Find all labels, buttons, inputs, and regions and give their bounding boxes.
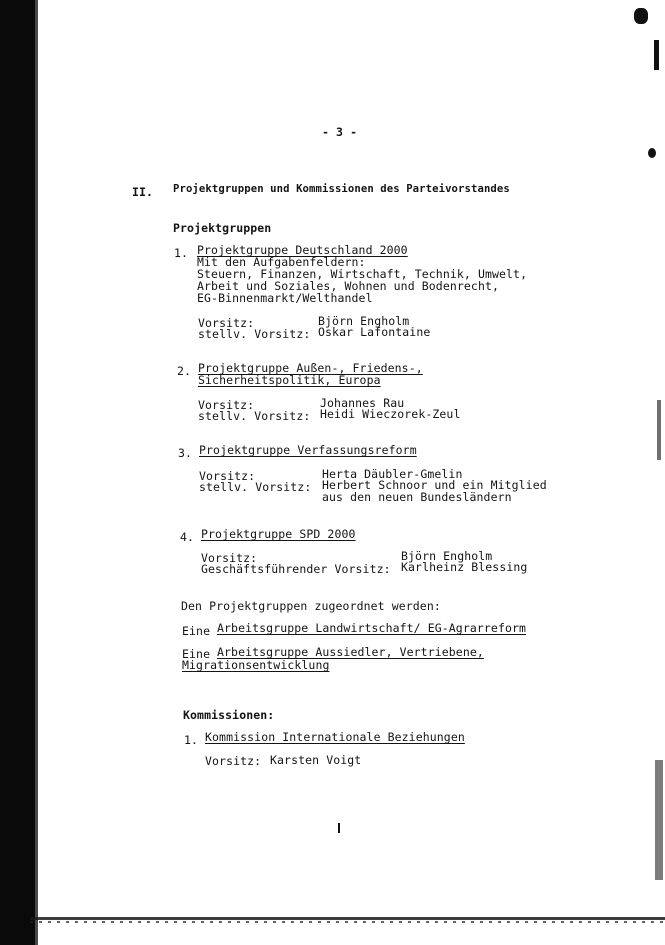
pg2-role-label: stellv. Vorsitz: xyxy=(198,409,311,423)
pg4-role-name: Karlheinz Blessing xyxy=(401,560,528,574)
section-numeral: II. xyxy=(132,185,154,199)
pg4-role-label: Vorsitz: xyxy=(201,551,258,565)
scan-speck xyxy=(634,8,648,24)
projektgruppen-heading: Projektgruppen xyxy=(173,221,272,235)
scan-edge-bar xyxy=(0,0,35,945)
kommission-role-name: Karsten Voigt xyxy=(270,753,362,767)
pg3-role-name: Herta Däubler-Gmelin xyxy=(322,467,463,481)
kommission-number: 1. xyxy=(184,733,199,747)
scan-bottom-line xyxy=(30,917,665,920)
pg3-role-continuation: aus den neuen Bundesländern xyxy=(322,490,512,504)
pg1-title: Projektgruppe Deutschland 2000 xyxy=(197,243,408,257)
section-title: Projektgruppen und Kommissionen des Parteivorstandes xyxy=(173,183,510,195)
pg1-role-label: stellv. Vorsitz: xyxy=(198,327,311,341)
scan-edge-shadow xyxy=(35,0,38,945)
pg3-number: 3. xyxy=(178,446,193,460)
pg4-role-label: Geschäftsführender Vorsitz: xyxy=(201,562,391,576)
arbeitsgruppe-continuation: Migrationsentwicklung xyxy=(182,658,330,672)
scan-speck xyxy=(338,823,340,833)
zugeordnet-text: Den Projektgruppen zugeordnet werden: xyxy=(181,599,441,613)
pg3-role-label: Vorsitz: xyxy=(199,469,256,483)
pg2-role-name: Johannes Rau xyxy=(320,396,405,410)
arbeitsgruppe-prefix: Eine xyxy=(182,647,218,661)
pg1-desc-line: Steuern, Finanzen, Wirtschaft, Technik, Umwelt, xyxy=(197,267,528,281)
pg4-title: Projektgruppe SPD 2000 xyxy=(201,527,356,541)
pg2-role-name: Heidi Wieczorek-Zeul xyxy=(320,407,461,421)
pg3-role-label: stellv. Vorsitz: xyxy=(199,480,312,494)
pg1-role-name: Björn Engholm xyxy=(318,314,410,328)
arbeitsgruppe-prefix: Eine xyxy=(182,624,218,638)
scan-bottom-dots xyxy=(30,921,665,923)
arbeitsgruppe-title: Arbeitsgruppe Landwirtschaft/ EG-Agrarreform xyxy=(217,621,527,635)
pg2-role-label: Vorsitz: xyxy=(198,398,255,412)
pg1-desc-line: Mit den Aufgabenfeldern: xyxy=(197,255,366,269)
page-number: - 3 - xyxy=(322,125,358,139)
kommission-role-label: Vorsitz: xyxy=(205,754,262,768)
pg4-role-name: Björn Engholm xyxy=(401,549,493,563)
scan-speck xyxy=(655,760,663,880)
kommissionen-heading: Kommissionen: xyxy=(183,708,275,722)
scan-speck xyxy=(657,400,661,460)
pg2-number: 2. xyxy=(177,364,192,378)
kommission-title: Kommission Internationale Beziehungen xyxy=(205,730,465,744)
scan-speck xyxy=(648,148,656,158)
pg2-title-line: Projektgruppe Außen-, Friedens-, xyxy=(198,361,423,375)
pg1-desc-line: Arbeit und Soziales, Wohnen und Bodenrecht, xyxy=(197,279,500,293)
pg3-title: Projektgruppe Verfassungsreform xyxy=(199,443,417,457)
scan-speck xyxy=(654,40,659,70)
pg1-desc-line: EG-Binnenmarkt/Welthandel xyxy=(197,291,373,305)
pg4-number: 4. xyxy=(180,530,195,544)
pg1-number: 1. xyxy=(174,246,189,260)
pg2-title-line: Sicherheitspolitik, Europa xyxy=(198,373,381,387)
pg3-role-name: Herbert Schnoor und ein Mitglied xyxy=(322,478,547,492)
pg1-role-label: Vorsitz: xyxy=(198,316,255,330)
pg1-role-name: Oskar Lafontaine xyxy=(318,325,431,339)
arbeitsgruppe-title: Arbeitsgruppe Aussiedler, Vertriebene, xyxy=(217,645,484,659)
